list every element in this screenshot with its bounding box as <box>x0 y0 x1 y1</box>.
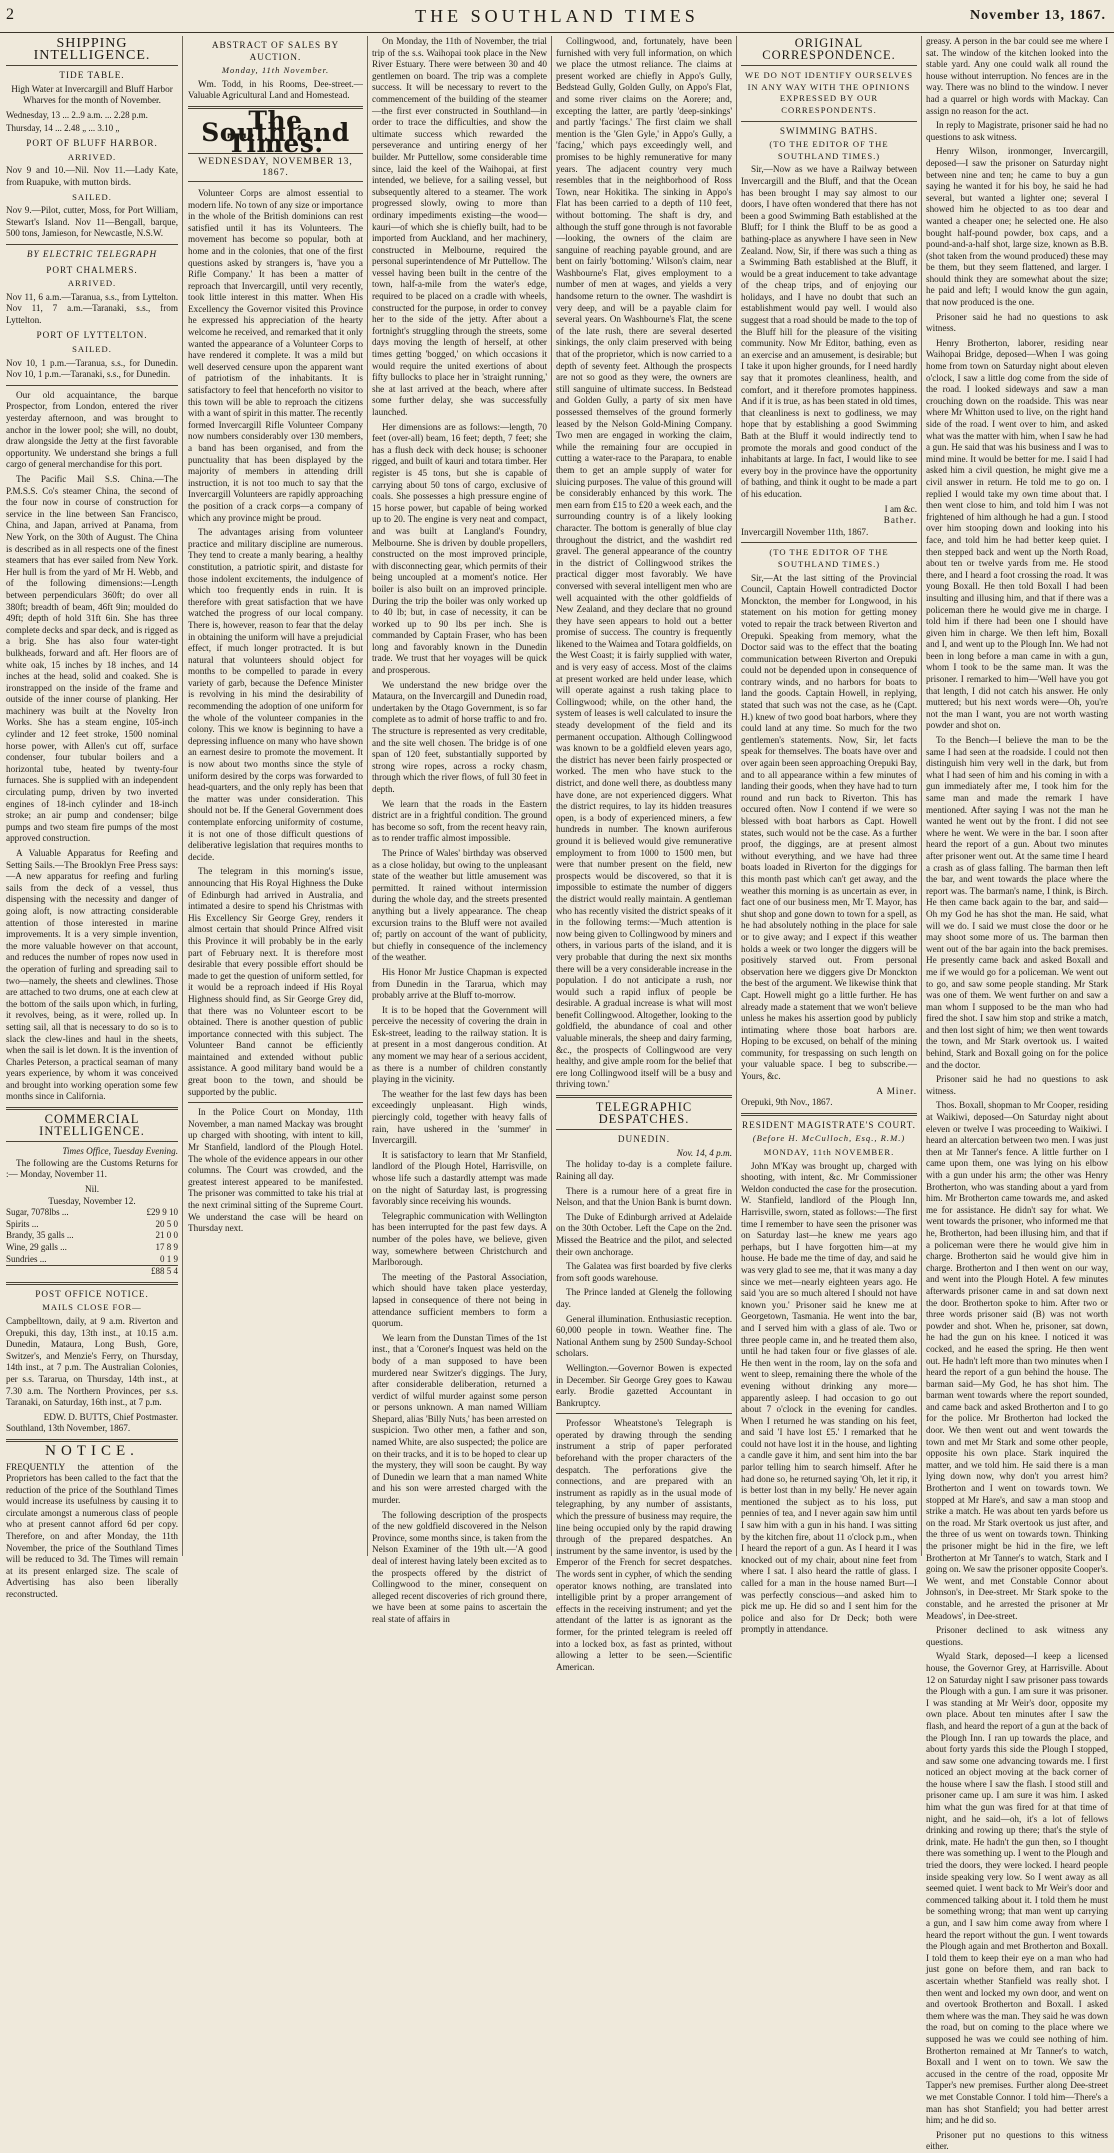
sailed-label: SAILED. <box>72 344 112 355</box>
court-paragraph: Henry Brotherton, laborer, residing near Waihopai Bridge, deposed—When I was going home from town on Saturday night about eleven o'clock, I saw a little dog come from the side of the road. I looked sideways and saw a man crouching down on the roadside. This was near where Mr Whitton used to live, on the right hand side of the road. I went over to him, and asked what was the matter with him, when I saw he had a gun. He said that was his business and I was to mind mine. It would be better for me. I said I had asked him a civil question, he might give me a civil answer in return. He told me to go on. I replied I would take my own time about that. I then went close to him, and told him I was not frightened of him although he had a gun. I stood over him stooping down and looking into his face, and told him he had better keep quiet. I then stepped back and went up the North Road, about ten or twelve yards from me. He stood there, and I heard a foot crossing the road. It was young Boxall. He then told Boxall I had been insulting and illusing him, and that if there was a policeman there he would give me in charge. I told him if there had been one I should have given him in charge. We then left him, Boxall and I, and went up to the Plough Inn. We had not been in long before a man came in with a gun, whom I took to be the same man. It was the prisoner. I remarked to him—'Well have you got that length, I did not catch his answer. He only muttered; but his next words were—Oh, you're not the man I want, you are not worth wasting powder and shot on. <box>926 337 1108 731</box>
column-correspondence <box>741 36 917 1635</box>
reefing-article: A Valuable Apparatus for Reefing and Setting Sails.—The Brooklyn Free Press says:—A new apparatus for reefing and furling sails from the deck of a vessel, thus dispensing with the necessity and danger of going aloft, is now attracting considerable attention of those interested in marine improvements. It is a very simple invention, the more valuable however on that account, and reduces the number of ropes now used in the operation of furling and spreading sail to two—namely, the sheets and clewlines. Those are attached to two drums, one at each clew at the bottom of the sails upon which, in furling, it revolves, being, as it were, rolled up. In setting sail, all that is necessary to do so is to slack the clew-lines and haul in the sheets, when the sail is let down. It is the invention of Charles Peterson, a practical seaman of many years experience, by whom it was conceived and brought into working operation some few months since in California. <box>6 848 178 1102</box>
dunedin-date: Nov. 14, 4 p.m. <box>676 1147 732 1158</box>
tide-table-title: TIDE TABLE. <box>59 70 125 81</box>
letter-date: Orepuki, 9th Nov., 1867. <box>741 1097 833 1108</box>
post-office-date: Southland, 13th November, 1867. <box>6 1423 131 1434</box>
letter-body: Sir,—Now as we have a Railway between Invercargill and the Bluff, and that the Ocean has been brought I may say almost to our doors, I have often wondered that there has not been a good Swimming Bath established at the Bluff; for I think the Bluff to be as good a bathing-place as anywhere I have seen in New Zealand. Now, Sir, if there was such a thing as a Swimming Bath established at the Bluff, it would be a great inducement to take advantage of the cheap trips, and of enjoying our holidays, and I have no doubt that such an establishment would pay well. I would also suggest that a road should be made to the top of the Bluff hill for the pleasure of the visiting community. Now Mr Editor, bathing, even as an exercise and an amusement, is desirable; but I take it upon higher grounds, for I need hardly say that it promotes cleanliness, health, and comfort, and it therefore promotes happiness. And if it is true, as has been stated in old times, that cleanliness is next to godliness, we may hope that by establishing a good Swimming Bath at the Bluff it would indirectly tend to promote the morals and good conduct of the inhabitants at large. In fact, I would like to see every boy in the province have the opportunity of bathing, and think it ought to be made a part of his education. <box>741 164 917 499</box>
table-row: Spirits ... 20 5 0 <box>6 1218 178 1229</box>
news-paragraph: We learn that the roads in the Eastern district are in a frightful condition. The ground has become so soft, from the recent heavy rain, as to render traffic almost impossible. <box>372 798 547 844</box>
customs-returns-table <box>6 1207 178 1278</box>
column-local-news <box>372 36 547 1624</box>
news-paragraph: Collingwood, and, fortunately, have been furnished with very full information, on which we place the utmost reliance. The claims at present worked are chiefly in Appo's Gully, Bedstead Gully, Golden Gully, on Appo's Flat, and some river claims on the Aorere; and, excepting the latter, are partly 'deep-sinkings' and partly 'facings.' The first claim we shall mention is the 'Glen Gyle,' in Appo's Gully, a 'facing,' which pays exceedingly well, and promises to be highly remunerative for many years. The adjacent country very much resembles that in the neighborhood of Ross Town, near Hokitika. The sinking in Appo's Flat has been carried to a depth of 110 feet, without bottoming. The shaft is dry, and although the stuff gone through is not favorable—looking, the owners of the claim are sanguine of reaching payable ground, and are bent on fairly 'bottoming.' Wilson's claim, near Washbourne's Flat, gives employment to a number of men at wages, and yields a very handsome return to the owner. The washdirt is very deep, and will be a payable claim for several years. On Washbourne's Flat, the scene of the late rush, there are several deserted sinkings, the only claim preserved with being that of the proprietor, which is now carried to a depth of seventy feet. Although the prospects are not so good as they were, the owners are still sanguine of ultimate success. In Bedstead and Golden Gully, a party of six men have possessed themselves of the ground formerly leased by the Nelson Gold-Mining Company. Two men are engaged in working the claim, while the remaining four are occupied in cutting a water-race to the Parapara, to enable them to get an ample supply of water for sluicing purposes. The value of this ground will be considerably enhanced by this work. The men earn from £15 to £20 a week each, and the surrounding country is of a likely looking character. The bottom is generally of blue clay throughout the district, and the washdirt red gravel. The general appearance of the country in the district of Collingwood strikes the practical digger most favorably. We have conversed with several intelligent men who are well acquainted with the other goldfields of New Zealand, and they declare that no ground they have seen appears to hold out a better promise of success. The country is frequently likened to the Waimea and Totara goldfields, on the West Coast; it is fairly supplied with water, and is very easy of access. Most of the claims at present worked are held under lease, which will operate against a rush taking place to Collingwood; while, on the other hand, the system of leases is well calculated to insure the steady development of the field and its permanent occupation. Although Collingwood was known to be a goldfield eleven years ago, the district has never been fairly prospected or worked. The men who have stuck to the district, and done well there, as doubtless many have done, are not experienced diggers. What the district requires, to lay its hidden treasures open, is a body of experienced miners, a few hundreds in number. The known auriferous ground it is believed would give remunerative employment to from 1000 to 1500 men, but were that number present on the field, new prospects would be discovered, so that it is impossible to estimate the number of diggers the district would really maintain. A gentleman who has recently visited the district speaks of it in the following terms:—'Much attention is now being given to Collingwood by miners and others, in various parts of the island, and it is very probable that during the next six months there will be a very considerable increase in the population. I do not anticipate a rush, nor would such a rapid influx of people be desirable. A gradual increase is what will most benefit Collingwood. Altogether, looking to the goldfield, the abundance of coal and other valuable minerals, the sheep and dairy farming, &c., the prospects of Collingwood are very healthy, and give ample room for the belief that ere long Collingwood itself will be a busy and thriving town.' <box>556 36 732 1090</box>
prospector-article: Our old acquaintance, the barque Prospector, from London, entered the river yesterday afternoon, and was brought to anchor in the lower pool; she will, no doubt, draw alongside the Jetty at the first favorable opportunity. We understand she brings a full cargo of general merchandise for this port. <box>6 389 178 470</box>
page-number: 2 <box>6 6 14 23</box>
column-rule <box>182 36 183 1556</box>
column-editorial <box>188 36 363 1556</box>
masthead <box>0 0 1114 33</box>
news-paragraph: The following description of the prospects of the new goldfield discovered in the Nelson Province, some months since, is taken from the Nelson Examiner of the 19th ult.—'A good deal of interest having lately been excited as to the prospects offered by the district of Collingwood to the miner, consequent on alleged recent discoveries of rich ground there, we have been at some pains to ascertain the real state of affairs in <box>372 1509 547 1624</box>
court-paragraph: Thos. Boxall, shopman to Mr Cooper, residing at Waikiwi, deposed—On Saturday night about eleven or twelve I was proceeding to Waikiwi. I heard an altercation between two men. I was just then at Mr Tanner's fence. A little further on I came upon them, one was lying on his elbow with a gun under his arm; the other was Henry Brotherton, who was standing about a yard from him. Mr Brotherton came towards me, and asked me for assistance. He didn't say for what. We went towards the prisoner, who informed me that he, Brotherton, had been illusing him, and that if a policeman were there he would give him in charge. Brotherton said he would give him in charge. Brotherton and I then went on our way, and went into the Plough Hotel. A few minutes afterwards prisoner came in and sat down next the door. Brotherton spoke to him. After two or three words prisoner said (B) was not worth powder and shot. When he, prisoner, sat down, he had the gun on his knee. I noticed it was cocked, and he eased the spring. He then went out. He hadn't left more than two minutes when I heard the report of a gun behind the house. The barman said—My God, he has shot him. The barman went towards where the report sounded, and came back and asked Brotherton and I to go for the police. Mr Brotherton had locked the door. We then went out and went towards the town and met Mr Stark and some other people, opposite his own place. Stark inquired the matter, and we told him. He said there is a man lying down now, why don't you arrest him? Brotherton and I went on towards town. We stopped at Mr Hare's, and saw a man stoop and strike a match. He was about ten yards before us on the road. Mr Stark overtook us just after, and the three of us went on towards town. Thinking the prisoner might be hid in the fire, we left Brotherton at Mr Tanner's to watch, Stark and I going on. We saw the prisoner opposite Cooper's. We went, and met Constable Connor about Johnson's, in Dee-street. Mr Stark spoke to the constable, and he arrested the prisoner at Mr Meadows', in Dee-street. <box>926 1100 1108 1621</box>
port-bluff-heading: PORT OF BLUFF HARBOR. <box>26 138 158 149</box>
news-paragraph: The Prince of Wales' birthday was observed as a close holiday, but owing to the unpleasant state of the weather but little amusement was permitted. It rained without intermission during the whole day, and the streets presented anything but a lively appearance. The cheap excursion trains to the Bluff were not availed of; partly on account of the want of publicity, but chiefly in consequence of the inclemency of the weather. <box>372 847 547 963</box>
mails-close-label: MAILS CLOSE FOR— <box>42 1302 142 1313</box>
news-paragraph: The meeting of the Pastoral Association, which should have taken place yesterday, lapsed in consequence of there not being in attendance sufficient members to form a quorum. <box>372 1271 547 1329</box>
column-rule <box>367 36 368 1556</box>
bluff-arrivals: Nov 9 and 10.—Nil. Nov 11.—Lady Kate, from Ruapuke, with mutton birds. <box>6 165 178 187</box>
letter-body: Sir,—At the last sitting of the Provincial Council, Captain Howell contradicted Doctor Monckton, the member for Longwood, in his statement on his motion for getting money voted to repair the track between Riverton and Orepuki. Speaking from memory, what the Doctor said was to the effect that the boating communication between Riverton and Orepuki could not be depended upon in consequence of contrary winds, and no harbors for boats to land the goods. Captain Howell, in replying, stated that such was not the case, as he (Capt. H.) knew of two good boat harbors, where they could land at any time. So much for the two gentlemen's statements. Now, Sir, let facts speak for themselves. The boats have over and over again been seen approaching Orepuki Bay, and to all appearance within a few minutes of landing their goods, when they have had to turn round and run back to Riverton. This has occured often. Now I contend if we were so blessed with boat harbors as Capt. Howell states, such would not be the case. As a further proof, the diggings, are at present almost without everything, and we have had three boats loaded in Riverton for the diggings for this month past which can't get away, and the weather this morning is as uncertain as ever, in fact one of our business men, Mr T. Mayor, has shut shop and gone down to town for a spell, as he had absolutely nothing in the place for sale or to give away; and I expect if this weather holds a week or two longer the diggers will be positively starved out. From personal observation here we diggers give Dr Monckton the best of the argument. We likewise think that Capt. Howell might go a little further. He has already made a statement that we won't believe unless he makes his assertion good by publicly intimating where those boat harbors are. Hoping to be excused, on behalf of the mining community, for trespassing on such length on your valuable space. I beg to subscribe.—Yours, &c. <box>741 572 917 1082</box>
court-paragraph: Prisoner said he had no questions to ask witness. <box>926 1074 1108 1096</box>
news-paragraph: The weather for the last few days has been exceedingly unpleasant. High winds, piercingly cold, together with heavy falls of rain, have ushered in the 'summer' in Invercargill. <box>372 1088 547 1146</box>
table-row: Wine, 29 galls ... 17 8 9 <box>6 1242 178 1252</box>
table-row: Brandy, 35 galls ... 21 0 0 <box>6 1230 178 1241</box>
court-heading: RESIDENT MAGISTRATE'S COURT. <box>742 1119 916 1130</box>
to-editor-line: (TO THE EDITOR OF THE SOUTHLAND TIMES.) <box>769 139 889 161</box>
table-row: Sugar, 7078lbs ... £29 9 10 <box>6 1207 178 1218</box>
bluff-sailings: Nov 9.—Pilot, cutter, Moss, for Port William, Stewart's Island. Nov 11—Bengall, barque, 500 tons, Jamieson, for Newcastle, N.S.W. <box>6 205 178 239</box>
news-paragraph: It is satisfactory to learn that Mr Stanfield, landlord of the Plough Hotel, Harrisville, on whose life such a dastardly attempt was made on the night of Saturday last, is progressing favorably since receiving his wounds. <box>372 1149 547 1207</box>
tide-intro: High Water at Invercargill and Bluff Harbor Wharves for the month of November. <box>11 83 173 106</box>
issue-date: November 13, 1867. <box>970 8 1106 23</box>
court-before: (Before H. McCulloch, Esq., R.M.) <box>752 1133 906 1144</box>
auction-sales-heading: ABSTRACT OF SALES BY AUCTION. <box>211 40 340 62</box>
chalmers-arrivals: Nov 11, 6 a.m.—Taranua, s.s., from Lyttelton. Nov 11, 7 a.m.—Taranaki, s.s., from Lyttelton. <box>6 291 178 325</box>
table-row: Sundries ... 0 1 9 <box>6 1253 178 1264</box>
letter-date: Invercargill November 11th, 1867. <box>741 526 869 537</box>
customs-intro: The following are the Customs Returns for :— Monday, November 11. <box>6 1157 178 1180</box>
court-paragraph: In reply to Magistrate, prisoner said he had no questions to ask witness. <box>926 120 1108 142</box>
notice-heading: NOTICE. <box>45 1442 139 1459</box>
arrived-label: ARRIVED. <box>67 151 117 162</box>
despatch-paragraph: General illumination. Enthusiastic reception. 60,000 people in town. Weather fine. The National Anthem sung by 2500 Sunday-School scholars. <box>556 1313 732 1359</box>
court-paragraph: To the Bench—I believe the man to be the same I had seen at the roadside. I could not then distinguish him very well in the dark, but from what I had seen of him and his coming in with a gun immediately after me, I took him for the same man and made the remark I have mentioned. After saying I was not the man he wanted he went out by the front. I did not see where he went. We were in the bar. I soon after heard the report of a gun. About two minutes after prisoner went out. At the same time I heard a crash as of glass falling. The barman then left the bar, and went towards the place where the report was. The barman's name, I think, is Birch. He then came back again to the bar, and said—Oh my God he has shot the man. He said, what will we do. I said we must close the door or he may shoot some more of us. The barman then went out of the bar again into the back premises. He presently came back and asked Boxall and me if we would go for a policeman. We went out to go, and saw some people standing. Mr Stark was one of them. We went further on and saw a man whom I supposed to be the man who had fired the shot. I saw him stop and strike a match, and then lost sight of him; we then went towards the town, and Mr Stark overtook us. I waited behind, Stark and Boxall going on for the police and the doctor. <box>926 735 1108 1070</box>
correspondence-disclaimer: WE DO NOT IDENTIFY OURSELVES IN ANY WAY WITH THE OPINIONS EXPRESSED BY OUR CORRESPONDENTS. <box>744 70 914 115</box>
pacific-mail-article: The Pacific Mail S.S. China.—The P.M.S.S. Co's steamer China, the second of the four now in course of construction for service in the line between San Francisco, China, and Japan, arrived at Panama, from New York, on the 30th of August. The China is described as in all respects one of the finest steamers that has ever sailed from New York. Her hull is from the yard of Mr H. Webb, and of the following dimensions:—Length between perpendiculars 360ft; do over all 380ft; breadth of beam, 46ft 9in; moulded do 49ft; depth of hold 31ft 6in. She has three complete decks and spar deck, and is rigged as a brig. She has also four water-tight bulkheads, forward and aft. Her floors are of white oak, 15 inches by 18 inches, and 14 inches at the head, solid and coaked. She is ironstrapped on the inside of the frame and outside of the inner course of planking. Her machinery was built at the Novelty Iron Works. She has a steam engine, 105-inch cylinder and 12 feet stroke, 1500 nominal horse power, with Allen's cut off, surface condenser, four tubular boilers and a horizontal tube, heated by twenty-four furnaces. She is supplied with an independent circulating pump, driven by two inverted engines of 18-inch cylinder and 18-inch stroke; an air pump and condenser; bilge pumps and two steam fire pumps of the most approved construction. <box>6 474 178 844</box>
court-paragraph: Prisoner declined to ask witness any questions. <box>926 1625 1108 1647</box>
commercial-heading: COMMERCIAL INTELLIGENCE. <box>39 1112 145 1138</box>
swimming-baths-heading: SWIMMING BATHS. <box>779 125 879 136</box>
sailed-label: SAILED. <box>72 191 112 202</box>
post-office-heading: POST OFFICE NOTICE. <box>35 1288 149 1299</box>
to-editor-line: (TO THE EDITOR OF THE SOUTHLAND TIMES.) <box>769 547 889 569</box>
arrived-label: ARRIVED. <box>67 278 117 289</box>
despatch-paragraph: Wellington.—Governor Bowen is expected in December. Sir George Grey goes to Kawau early. Brodie gazetted Accountant in Bankruptcy. <box>556 1362 732 1408</box>
court-paragraph: Prisoner said he had no questions to ask witness. <box>926 311 1108 334</box>
court-date: MONDAY, 11th NOVEMBER. <box>763 1147 895 1158</box>
editorial-paragraph: The telegram in this morning's issue, announcing that His Royal Highness the Duke of Edinburgh had arrived in Australia, and intimated a desire to spend his Christmas with His Excellency Sir George Grey, renders it almost certain that should Prince Alfred visit this Province it will probably be in the early part of February next. It is therefore most desirable that every possible effort should be made to get the question of uniform settled, for it would be a reproach indeed if His Royal Highness should find, as Sir George Grey did, that there was no Volunteer escort to be obtained. There is another question of public importance connected with this subject. The Volunteer Band cannot be efficiently maintained and extended without public assistance. A good military band would be a great boon to the town, and should be supported by the public. <box>188 866 363 1097</box>
despatch-paragraph: The Prince landed at Glenelg the following day. <box>556 1287 732 1309</box>
editorial-dateline: WEDNESDAY, NOVEMBER 13, 1867. <box>188 153 363 182</box>
telegraph-heading: BY ELECTRIC TELEGRAPH <box>26 248 158 259</box>
despatch-paragraph: There is a rumour here of a great fire in Nelson, and that the Union Bank is burnt down. <box>556 1185 732 1208</box>
despatch-paragraph: The holiday to-day is a complete failure. Raining all day. <box>556 1159 732 1181</box>
court-paragraph: Henry Wilson, ironmonger, Invercargill, deposed—I saw the prisoner on Saturday night between nine and ten; he came to buy a gun saying he wanted it for his boy, he said he had several, but wanted a lighter one; several I showed him he objected to as too dear and wanted a cheaper one; he selected one. He also bought half-pound powder, box caps, and a pound-and-a-half shot, large size, known as B.B. (shot taken from the wound produced) these may be them, but they seem flattened, and larger. I should think they are somewhat about the size; he paid and left; I would know the gun again, that now produced is the one. <box>926 146 1108 308</box>
notice-body: FREQUENTLY the attention of the Proprietors has been called to the fact that the reduction of the price of the Southland Times would increase its usefulness by causing it to circulate amongst a numerous class of people who at present cannot afford 6d per copy. Therefore, on and after Monday, the 11th November, the price of the Southland Times will be reduced to 3d. The Times will remain at its present enlarged size. The scale of Advertising has also been liberally reconstructed. <box>6 1461 178 1600</box>
editorial-paragraph: The advantages arising from volunteer practice and military discipline are numerous. They tend to create a manly bearing, a healthy constitution, a patriotic spirit, and distaste for those indolent excitements, the indulgence of which too frequently ends in ruin. It is therefore with great satisfaction that we have watched the progress of our local company. There is, however, reason to fear that the delay in obtaining the uniform will have a prejudicial effect, if much longer protracted. It is but natural that volunteers should object for months to be compelled to parade in every variety of garb, because the Defence Minister is revolving in his mind the desirability of recommending the adoption of one uniform for the whole of the volunteer companies in the colony. This we know is beginning to have a depressing influence on many who have shown an earnest desire to promote the movement. It is now about two months since the style of uniform desired by the corps was forwarded to head-quarters, and the only reply has been that the matter was under consideration. This should not be. If the General Government does contemplate enforcing uniformity of costume, it is not one of those difficult questions of deliberative legislation that requires months to decide. <box>188 527 363 862</box>
newspaper-nameplate: The Southland Times. <box>201 105 350 159</box>
court-paragraph: Prisoner put no questions to this witness either. <box>926 2129 1108 2152</box>
news-paragraph: It is to be hoped that the Government will perceive the necessity of covering the drain in Esk-street, leading to the railway station. It is at present in a most dangerous condition. At any moment we may hear of a serious accident, as there is a number of children constantly playing in the vicinity. <box>372 1004 547 1085</box>
newspaper-title: THE SOUTHLAND TIMES <box>415 6 699 26</box>
letter-signoff: I am &c. <box>884 503 917 514</box>
auction-sales-date: Monday, 11th November. <box>221 65 330 76</box>
table-total-row: £88 5 4 <box>6 1266 178 1278</box>
correspondence-heading: ORIGINAL CORRESPONDENCE. <box>762 36 896 62</box>
news-paragraph: His Honor Mr Justice Chapman is expected from Dunedin in the Tararua, which may probably arrive at the Bluff to-morrow. <box>372 966 547 1001</box>
wheatstone-article: Professor Wheatstone's Telegraph is operated by drawing through the sending instrument a strip of paper perforated beforehand with the proper characters of the despatch. The perforations give the connections, and are prepared with an instrument as rapidly as in the usual mode of telegraphing, by any number of assistants, which the pressure of business may require, the line being occupied only by the rapid drawing through of the prepared despatches. An instrument by the same inventor, is used by the Emperor of the French for secret despatches. The words sent in cypher, of which the sending operator knows nothing, are translated into intelligible print by a proper arrangement of effects in the receiving instrument; and yet the attendant of the latter is as ignorant as the former, for the printed telegram is reeled off into a locked box, as fast as printed, without allowing a letter to be seen.—Scientific American. <box>556 1418 732 1672</box>
lyttelton-sailings: Nov 10, 1 p.m.—Taranua, s.s., for Dunedin. Nov 10, 1 p.m.—Taranaki, s.s., for Dunedin. <box>6 357 178 380</box>
shipping-heading: SHIPPING INTELLIGENCE. <box>33 36 151 63</box>
news-paragraph: On Monday, the 11th of November, the trial trip of the s.s. Waihopai took place in the New River Estuary. There were between 30 and 40 gentlemen on board. The trip was a complete success. It will be necessary to revert to the commencement of the building of the steamer—the first ever constructed in Southland—in order to trace the difficulties, and show the ultimate success which rewarded the perseverance and untiring energy of her builder. Mr Puttellow, some considerable time since, laid the keel of the Waihopai, at first intended, we believe, for a sailing vessel, but subsequently altered to a steamer. The work progressed slowly, owing to more than ordinary impediments existing—the wood—kauri—of which she is chiefly built, had to be imported from Auckland, and her machinery, constructed in Melbourne, required the personal superintendence of Mr Puttellow. The vessel having been built in the centre of the town, half-a-mile from the water's edge, required to be placed on a cradle with wheels, constructed for the purpose, in order to convey her to the side of the jetty. After about a fortnight's struggling through the streets, some days moving the length of herself, at other times getting 'bogged,' on which occasions it would require the united exertions of about fifty bullocks to place her in 'straight running,' she at last arrived at the beach, where after some further delay, she was successfully launched. <box>372 36 547 417</box>
port-chalmers-heading: PORT CHALMERS. <box>46 264 138 275</box>
column-rule <box>921 36 922 1556</box>
tide-row: Wednesday, 13 ... 2..9 a.m. ... 2.28 p.m. <box>6 109 148 120</box>
news-paragraph: Telegraphic communication with Wellington has been interrupted for the past few days. A number of the poles have, we believe, given way, somewhere between Christchurch and Marlborough. <box>372 1210 547 1268</box>
column-court-continued <box>926 36 1109 2152</box>
letter-signature: A Miner. <box>876 1085 917 1096</box>
auction-sales-body: Wm. Todd, in his Rooms, Dee-street.—Valuable Agricultural Land and Homestead. <box>188 78 363 101</box>
dunedin-heading: DUNEDIN. <box>617 1134 671 1145</box>
editorial-paragraph: Volunteer Corps are almost essential to modern life. No town of any size or importance in the whole of the British dominions can rest satisfied until it has its Volunteers. The movement has become so popular, both at home and in the colonies, that one of the first questions asked by strangers is, 'have you a Rifle Company.' It has been a matter of reproach that Invercargill, until very recently, took little interest in this matter. When His Excellency the Governor visited this Province he expressed his appreciation of the hearty welcome he received, and remarked that it only wanted the appearance of a Volunteer Corps to have rendered it complete. It was a mild but well deserved censure upon the apparent want of patriotism of the inhabitants. It is satisfactory to feel that henceforth no visitor to this town will be able to reproach the citizens with a want of spirit in this matter. The recently formed Invercargill Rifle Volunteer Company now numbers considerably over 130 members, a band has been organised, and from the punctuality that has been displayed by the majority of members in attending drill instruction, it is not too much to say that the Invercargill Volunteers are rapidly approaching the position of a crack corps—a company of which any province might be proud. <box>188 187 363 523</box>
court-paragraph: greasy. A person in the bar could see me where I sat. The window of the kitchen looked into the stable yard. Any one could walk all round the house without interruption. No fences are in the way. There was no blind to the window. I never had a quarrel or high words with Mackay. Can assign no reason for the act. <box>926 36 1108 116</box>
news-paragraph: We understand the new bridge over the Mataura, on the Invercargill and Dunedin road, undertaken by the Otago Government, is so far complete as to admit of horse traffic to and fro. The structure is represented as very creditable, and the site well chosen. The bridge is of one span of 120 feet, substantially supported by strong wire ropes, across a rocky chasm, through which the river flows, of full 30 feet in depth. <box>372 679 547 794</box>
tide-row: Thursday, 14 ... 2.48 „ ... 3.10 „ <box>6 122 120 133</box>
column-goldfields <box>556 36 732 1672</box>
news-paragraph: Her dimensions are as follows:—length, 70 feet (over-all) beam, 16 feet; depth, 7 feet; she has a flush deck with deck house; is schooner rigged, and built of kauri and totara timber. Her register is 45 tons, but she is capable of carrying about 50 tons of cargo, exclusive of coals. She possesses a high pressure engine of 15 horse power, but capable of being worked up to 20. The engine is very neat and compact, and was built at Langland's Foundry, Melbourne. She is driven by double propellers, constructed on the most improved principle, with disconnecting gear, which permits of their being uncoupled at a moment's notice. Her boiler is also built on an improved principle. During the trip the boiler was only worked up to 40 lb; but, in case of necessity, it can be worked up to 90 lbs per inch. She is commanded by Captain Fraser, who has been long and favorably known in the Dunedin trade. We trust that her voyages will be quick and prosperous. <box>372 421 547 676</box>
telegraphic-heading: TELEGRAPHIC DESPATCHES. <box>595 1100 693 1126</box>
port-lyttelton-heading: PORT OF LYTTELTON. <box>36 330 148 341</box>
news-paragraph: We learn from the Dunstan Times of the 1st inst., that a 'Coroner's Inquest was held on the body of a man supposed to have been murdered near Switzer's diggings. The Jury, after considerable deliberation, returned a verdict of wilful murder against some person or persons unknown. A man named William Shepard, alias 'Billy Nuts,' has been arrested on suspicion. Two other men, a father and son, named White, are also suspected; the police are on their tracks, and it is to be hoped to clear up the mystery, they will soon be caught. By way of Dunedin we learn that a man named White and his son were arrested charged with the murder. <box>372 1332 547 1506</box>
letter-signature: Bather. <box>883 515 917 526</box>
column-shipping <box>6 36 178 1600</box>
editorial-paragraph: In the Police Court on Monday, 11th November, a man named Mackay was brought up charged with shooting, with intent to kill, Mr Stanfield, landlord of the Plough Hotel. The whole of the evidence appears in our other columns. The Court was crowded, and the greatest interest appeared to be manifested. The prisoner was committed to take his trial at the next criminal sitting of the Supreme Court. We understand the case will be heard on Thursday next. <box>188 1107 363 1234</box>
column-rule <box>551 36 552 1556</box>
despatch-paragraph: The Galatea was first boarded by five clerks from soft goods warehouse. <box>556 1261 732 1283</box>
nil-line: Nil. <box>84 1184 100 1195</box>
post-office-signature: EDW. D. BUTTS, Chief Postmaster. <box>43 1411 178 1422</box>
tuesday-line: Tuesday, November 12. <box>48 1195 136 1206</box>
court-report: John M'Kay was brought up, charged with shooting, with intent, &c. Mr Commissioner Weldon conducted the case for the prosecution. W. Stanfield, landlord of the Plough Inn, Harrisville, sworn, stated as follows:—The first time I remember to have seen the prisoner was on Saturday last—he knew me years ago perhaps, but I have forgotten him—at my house. He bade me the time of day, and said he was very glad to see me, that it was many a day since we met—nearly eighteen years ago. He said 'you are so much altered I should not have known you.' Prisoner said he knew me at Georgetown, Tasmania. He went into the bar, and I served him with a glass of ale. Two or three people came in, and he treated them also, until he had taken four or five glasses of ale. He then went in the room, lay on the sofa and went to sleep, remaining there the whole of the evening without drinking any more—apparently asleep. I had occasion to go out about 7 o'clock in the evening for candles. When I returned he was standing on his feet, and said 'I have lost £5.' I remarked that he could not have lost it in the house, and lighting a candle gave it him, and sent him into the bar parlor telling him to search himself. After he had done so, he returned saying 'Oh, let it rip, it is better lost than in my belly.' He never again mentioned the subject as to his loss, put pennies of tea, and I never again saw him until I saw him with a gun in his hand. I was sitting by the kitchen fire, about 11 o'clock p.m., when I heard the report of a gun. As I heard it I was knocked out of my chair, about nine feet from where I sat. I also heard the rattle of glass. I called for a man in the house named Burt—I was perfectly conscious—and asked him to pick me up. He did so and I sent him for the police and also for Dr Deck; both were promptly in attendance. <box>741 1160 917 1635</box>
times-office-line: Times Office, Tuesday Evening. <box>62 1146 178 1157</box>
court-paragraph: Wyald Stark, deposed—I keep a licensed house, the Governor Grey, at Harrisville. About 12 on Saturday night I saw prisoner pass towards the Plough with a gun. I am sure it was prisoner. I was standing at Mr Weir's door, opposite my own place. About ten minutes after I saw the flash, and heard the report of a gun at the back of the Plough Inn. I ran up towards the place, and about forty yards this side the Plough I stopped, and saw some one advancing towards me. I first noticed an object moving at the back corner of the house where I saw the flash. I stood still and prisoner came up. I am sure it was him. I asked him what the gun was fired for at that time of night, and he said—oh, it's a lot of fellows drinking and rowing up there; that's the style of drink, mate. He hadn't the gun then, so I thought there was something up. I went to the Plough and tried the doors, they were locked. I heard people inside speaking very low. So I went away as all seemed quiet. I went back to Mr Weir's door and commenced talking about it. I told them he must be something wrong; that man went up carrying a gun, and I saw him come away from where I heard the report without the gun. I went towards the Plough again and met Brotherton and Boxall. I told them to keep their eye on a man who had just gone on before them, and ran back to ascertain whether Stanfield was really shot. I then went and locked my own door, and went on and overtook Brotherton and Boxall. I asked them where was the man. They said he was down the road, but on coming to the place where we supposed he was we could see nothing of him. Brotherton remained at Mr Tanner's to watch, Boxall and I went on to town. We saw the accused in the centre of the road, opposite Mr Tapper's new premises. Further along Dee-street we met Constable Connor. I told him—There's a man has shot Stanfield; you had better arrest him; and he did so. <box>926 1651 1109 2126</box>
despatch-paragraph: The Duke of Edinburgh arrived at Adelaide on the 30th October. Left the Cape on the 2nd. Missed the Beatrice and the pilot, and selected their own anchorage. <box>556 1211 732 1257</box>
column-rule <box>736 36 737 1556</box>
post-office-body: Campbelltown, daily, at 9 a.m. Riverton and Orepuki, this day, 13th inst., at 10.15 a.m. Dunedin, Mataura, Long Bush, Gore, Switzer's, and Menzie's Ferry, on Thursday, 14th inst., at 7 p.m. The Australian Colonies, per s.s. Tararua, on Thursday, 14th inst., at 7.30 a.m. The Northern Provinces, per s.s. Taranaki, on Saturday, 16th inst., at 7 p.m. <box>6 1315 178 1408</box>
